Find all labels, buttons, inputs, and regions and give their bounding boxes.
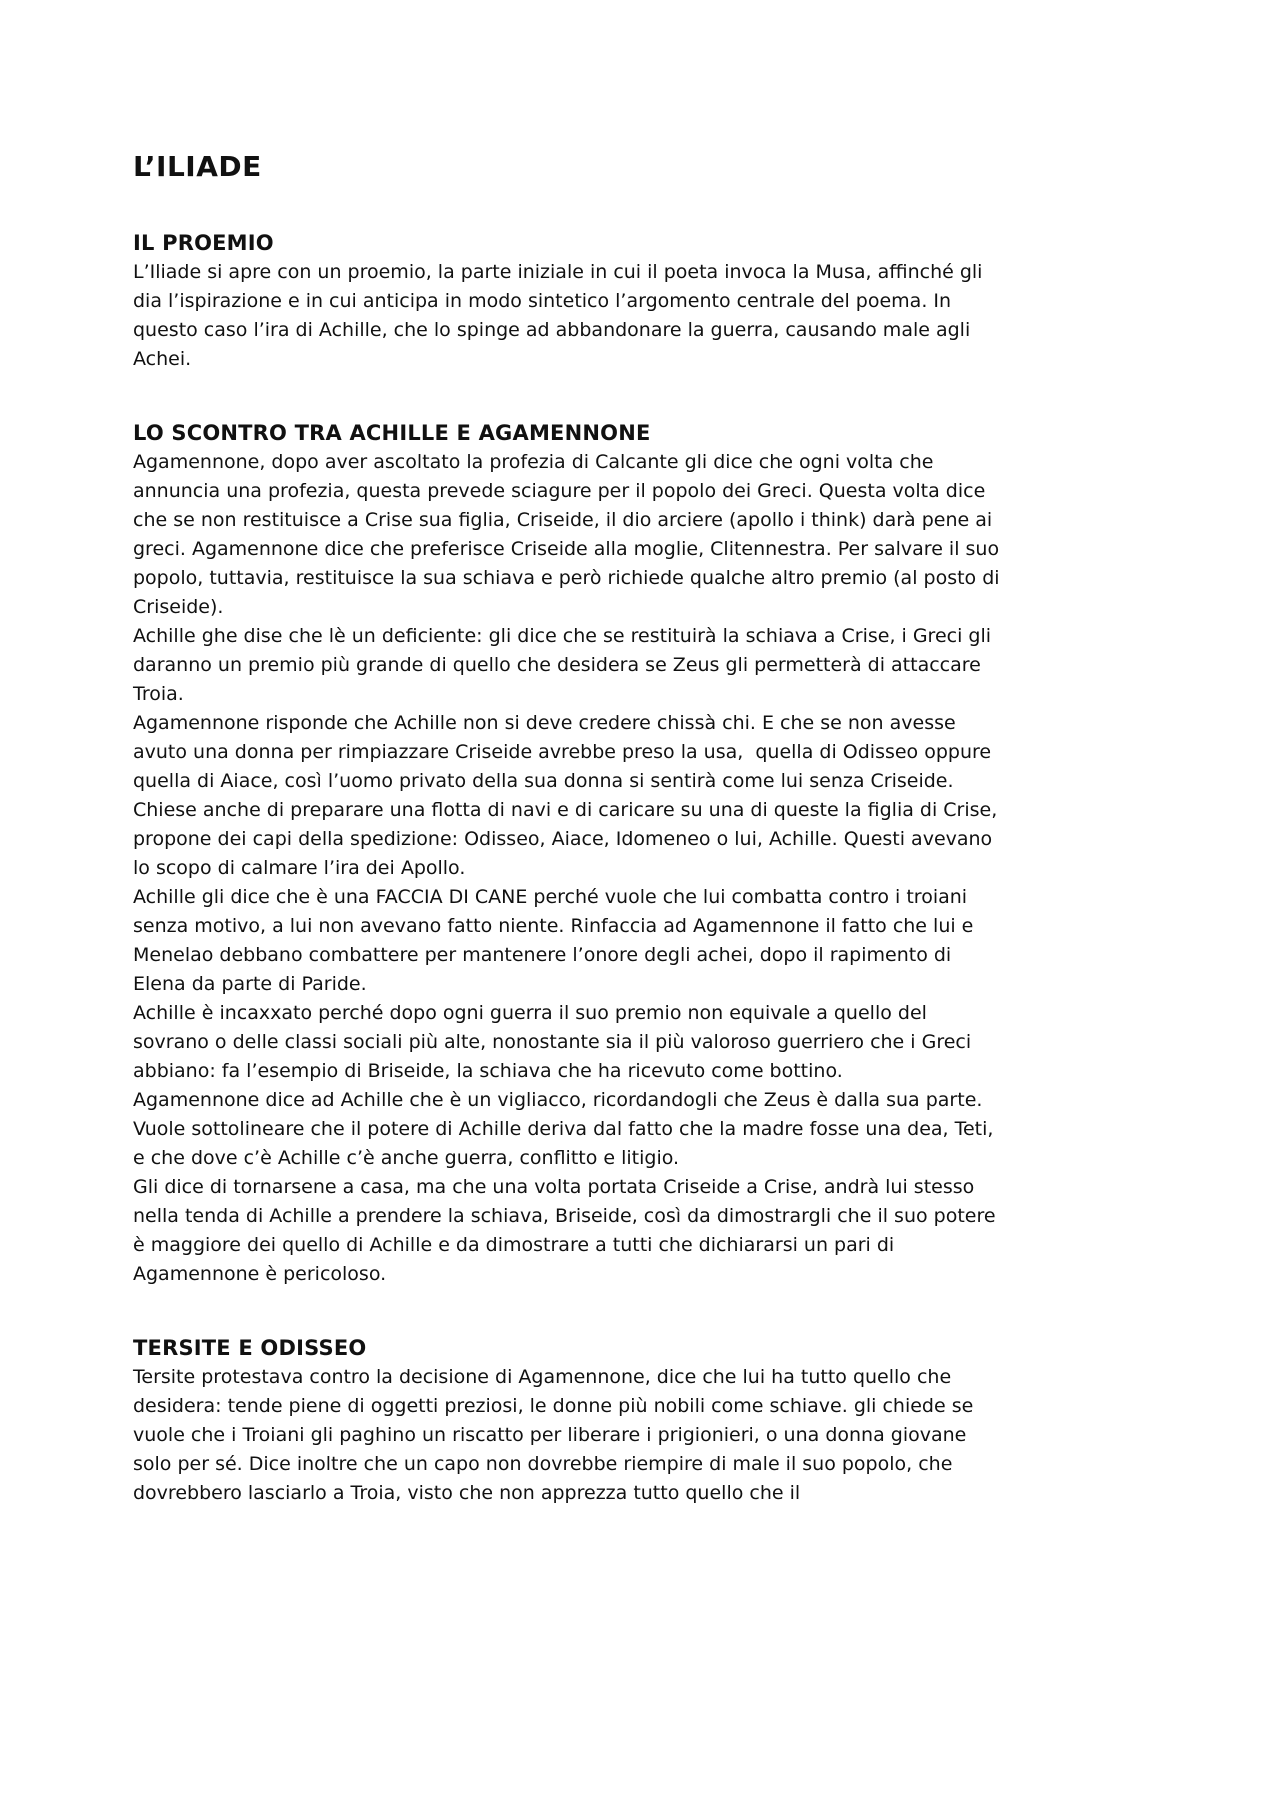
document-section [133,1334,1008,1508]
paragraph: Agamennone, dopo aver ascoltato la profezia di Calcante gli dice che ogni volta che annuncia una profezia, questa prevede sciagure per il popolo dei Greci. Questa volta dice che se non restituisce a Crise sua figlia, Criseide, il dio arciere (apollo i think) darà pene ai greci. Agamennone dice che preferisce Criseide alla moglie, Clitennestra. Per salvare il suo popolo, tuttavia, restituisce la sua schiava e però richiede qualche altro premio (al posto di Criseide). [133,451,1006,618]
paragraph: Achille gli dice che è una FACCIA DI CANE perché vuole che lui combatta contro i troiani senza motivo, a lui non avevano fatto niente. Rinfaccia ad Agamennone il fatto che lui e Menelao debbano combattere per mantenere l’onore degli achei, dopo il rapimento di Elena da parte di Paride. [133,886,980,995]
paragraph: Achille è incaxxato perché dopo ogni guerra il suo premio non equivale a quello del sovrano o delle classi sociali più alte, nonostante sia il più valoroso guerriero che i Greci abbiano: fa l’esempio di Briseide, la schiava che ha ricevuto come bottino. [133,1002,978,1082]
document-section [133,419,1008,1289]
section-heading: IL PROEMIO [133,231,274,255]
section-heading: TERSITE E ODISSEO [133,1336,367,1360]
document-section [133,229,1008,374]
paragraph: Achille ghe dise che lè un deficiente: gli dice che se restituirà la schiava a Crise, i Greci gli daranno un premio più grande di quello che desidera se Zeus gli permetterà di attaccare Troia. [133,625,998,705]
document-title: L’ILIADE [133,150,262,183]
paragraph: Chiese anche di preparare una flotta di navi e di caricare su una di queste la figlia di Crise, propone dei capi della spedizione: Odisseo, Aiace, Idomeneo o lui, Achille. Questi avevano lo scopo di calmare l’ira dei Apollo. [133,799,1004,879]
paragraph: L’Iliade si apre con un proemio, la parte iniziale in cui il poeta invoca la Musa, affinché gli dia l’ispirazione e in cui anticipa in modo sintetico l’argomento centrale del poema. In questo caso l’ira di Achille, che lo spinge ad abbandonare la guerra, causando male agli Achei. [133,261,989,370]
paragraph: Agamennone risponde che Achille non si deve credere chissà chi. E che se non avesse avuto una donna per rimpiazzare Criseide avrebbe preso la usa, quella di Odisseo oppure quella di Aiace, così l’uomo privato della sua donna si sentirà come lui senza Criseide. [133,712,998,792]
paragraph: Tersite protestava contro la decisione di Agamennone, dice che lui ha tutto quello che desidera: tende piene di oggetti preziosi, le donne più nobili come schiave. gli chiede se vuole che i Troiani gli paghino un riscatto per liberare i prigionieri, o una donna giovane solo per sé. Dice inoltre che un capo non dovrebbe riempire di male il suo popolo, che dovrebbero lasciarlo a Troia, visto che non apprezza tutto quello che il [133,1366,980,1504]
section-heading: LO SCONTRO TRA ACHILLE E AGAMENNONE [133,421,651,445]
document-sections [133,229,1008,1508]
paragraph: Gli dice di tornarsene a casa, ma che una volta portata Criseide a Crise, andrà lui stesso nella tenda di Achille a prendere la schiava, Briseide, così da dimostrargli che il suo potere è maggiore dei quello di Achille e da dimostrare a tutti che dichiararsi un pari di Agamennone è pericoloso. [133,1176,1002,1285]
paragraph: Agamennone dice ad Achille che è un vigliacco, ricordandogli che Zeus è dalla sua parte. Vuole sottolineare che il potere di Achille deriva dal fatto che la madre fosse una dea, Teti, e che dove c’è Achille c’è anche guerra, conflitto e litigio. [133,1089,1000,1169]
